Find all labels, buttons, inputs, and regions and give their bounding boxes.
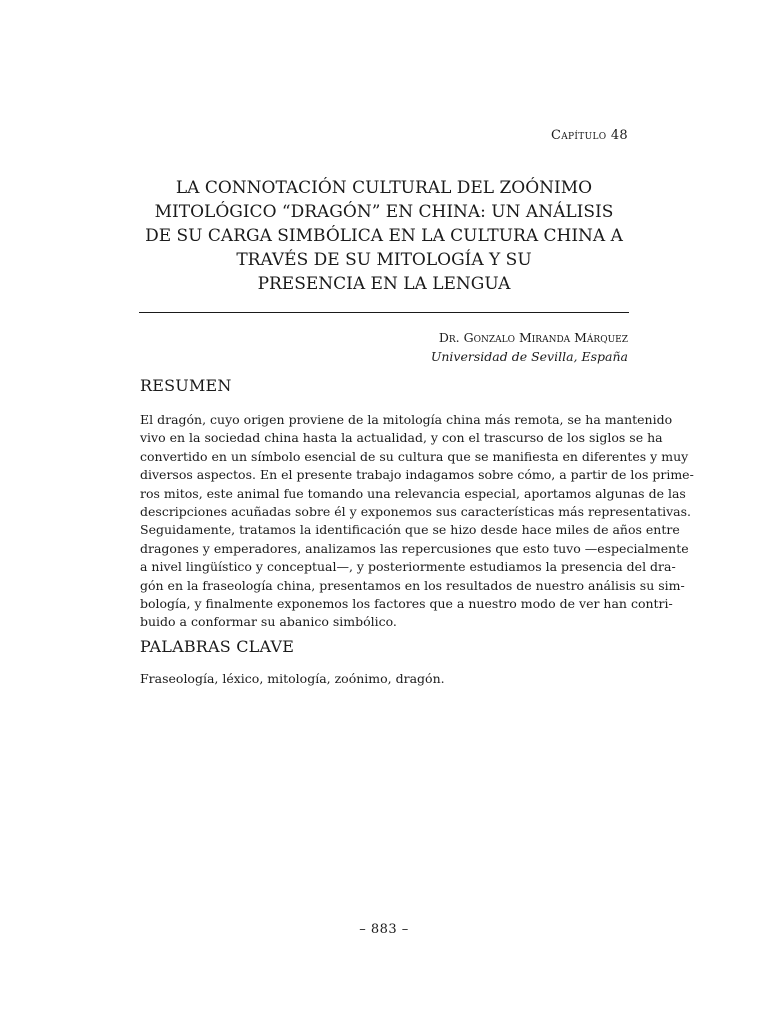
abstract-line: Seguidamente, tratamos la identificación que se hizo desde hace miles de años entre (140, 522, 680, 538)
keywords-heading: PALABRAS CLAVE (140, 637, 295, 656)
abstract-line: ros mitos, este animal fue tomando una relevancia especial, aportamos algunas de las (140, 485, 686, 501)
abstract-line: a nivel lingüístico y conceptual—, y posteriormente estudiamos la presencia del dra- (140, 559, 676, 575)
abstract-line: dragones y emperadores, analizamos las repercusiones que esto tuvo —especialmente (140, 540, 689, 556)
title-line: LA CONNOTACIÓN CULTURAL DEL ZOÓNIMO (175, 178, 593, 198)
author-block (431, 328, 628, 366)
chapter-label: Capítulo 48 (551, 128, 628, 143)
abstract-line: gón en la fraseología china, presentamos en los resultados de nuestro análisis su sim- (140, 577, 685, 593)
title-divider (139, 312, 629, 313)
abstract-line: convertido en un símbolo esencial de su cultura que se manifiesta en diferentes y muy (140, 448, 689, 464)
abstract-line: vivo en la sociedad china hasta la actualidad, y con el trascurso de los siglos se ha (140, 430, 663, 446)
abstract-line: bología, y finalmente exponemos los factores que a nuestro modo de ver han contri- (140, 596, 673, 612)
abstract-line: buido a conformar su abanico simbólico. (140, 614, 397, 630)
title-line: TRAVÉS DE SU MITOLOGÍA Y SU (236, 250, 532, 270)
author-name: Dr. Gonzalo Miranda Márquez (438, 330, 628, 345)
keywords-text: Fraseología, léxico, mitología, zoónimo, dragón. (140, 671, 445, 686)
abstract-heading: RESUMEN (140, 376, 232, 395)
title-line: DE SU CARGA SIMBÓLICA EN LA CULTURA CHINA A (145, 226, 623, 246)
author-affiliation: Universidad de Sevilla, España (430, 349, 628, 364)
abstract-body (140, 411, 694, 632)
abstract-line: descripciones acuñadas sobre él y exponemos sus características más representativas. (140, 504, 691, 520)
page-number: – 883 – (359, 922, 409, 937)
abstract-line: El dragón, cuyo origen proviene de la mitología china más remota, se ha mantenido (140, 412, 673, 427)
title-line: PRESENCIA EN LA LENGUA (257, 274, 511, 294)
abstract-line: diversos aspectos. En el presente trabajo indagamos sobre cómo, a partir de los prime- (140, 467, 694, 483)
paper-title (140, 176, 628, 296)
title-line: MITOLÓGICO “DRAGÓN” EN CHINA: UN ANÁLISIS (154, 202, 614, 222)
